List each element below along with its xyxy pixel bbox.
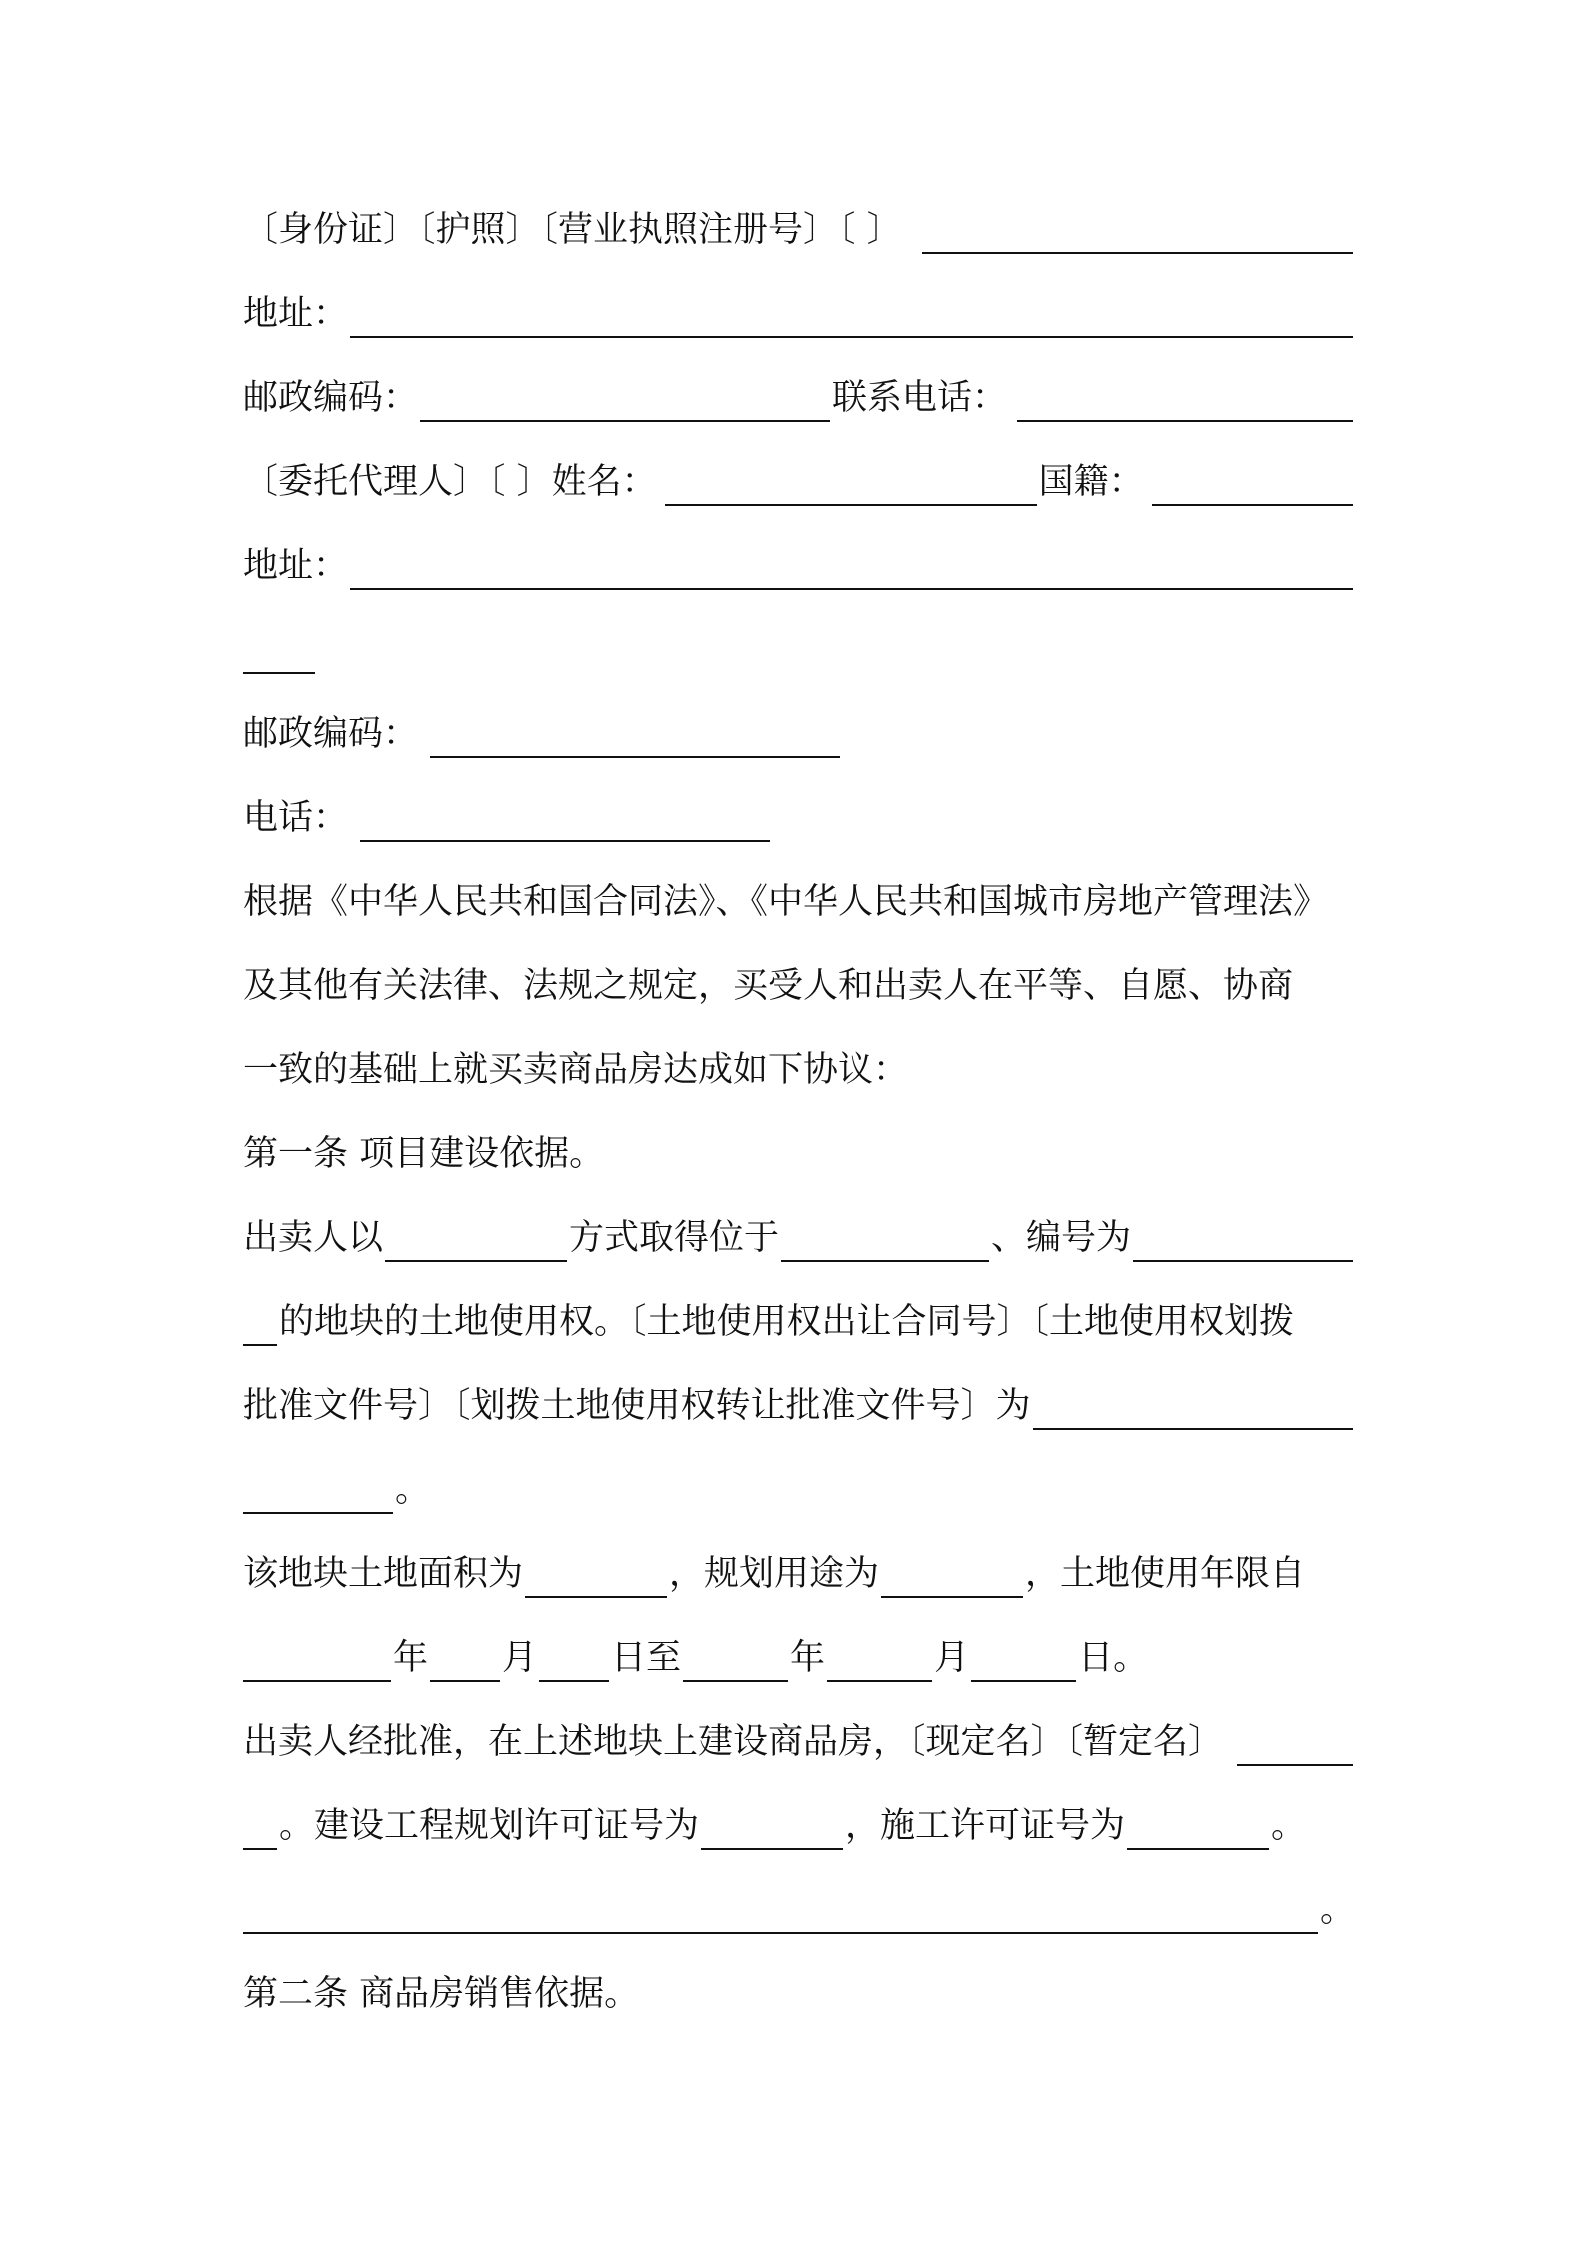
agent-address-label: 地址： (243, 546, 349, 586)
end-month-blank[interactable] (827, 1640, 932, 1682)
project-name-blank[interactable] (1237, 1724, 1353, 1766)
project-name-continued-blank[interactable] (243, 1808, 277, 1850)
preamble-line-2 (243, 962, 1355, 1010)
start-year-label: 年 (393, 1638, 429, 1678)
start-day-blank[interactable] (539, 1640, 609, 1682)
land-use-right-line (243, 1298, 1355, 1346)
preamble-text-1: 根据《中华人民共和国合同法》、《中华人民共和国城市房地产管理法》 (243, 882, 1329, 922)
address-label: 地址： (243, 294, 349, 334)
end-year-blank[interactable] (683, 1640, 788, 1682)
land-area-text-b: ，规划用途为 (669, 1554, 880, 1594)
nationality-label: 国籍： (1038, 462, 1144, 502)
land-area-text-a: 该地块土地面积为 (243, 1554, 524, 1594)
remarks-blank[interactable] (243, 1892, 1318, 1934)
permits-period: 。 (1271, 1806, 1307, 1846)
agent-postcode-label: 邮政编码： (243, 714, 419, 754)
remarks-period: 。 (1319, 1890, 1355, 1930)
agent-postcode-blank[interactable] (430, 716, 840, 758)
article-1-title: 第一条 项目建设依据。 (243, 1134, 605, 1174)
preamble-line-1 (243, 878, 1355, 926)
preamble-text-2: 及其他有关法律、法规之规定，买受人和出卖人在平等、自愿、协商 (243, 966, 1294, 1006)
project-name-text: 出卖人经批准，在上述地块上建设商品房，〔现定名〕〔暂定名〕 (243, 1722, 1224, 1762)
agent-address-blank[interactable] (350, 548, 1353, 590)
land-acquisition-line (243, 1214, 1355, 1262)
address-line (243, 290, 1355, 338)
approval-doc-text: 批准文件号〕〔划拨土地使用权转让批准文件号〕为 (243, 1386, 1031, 1426)
land-number-blank[interactable] (1133, 1220, 1353, 1262)
start-month-blank[interactable] (430, 1640, 500, 1682)
project-name-line (243, 1718, 1355, 1766)
land-acquisition-text-c: 、编号为 (991, 1218, 1132, 1258)
permits-text-a: 。建设工程规划许可证号为 (279, 1806, 700, 1846)
end-day-blank[interactable] (971, 1640, 1076, 1682)
land-area-blank[interactable] (525, 1556, 667, 1598)
article-2-title: 第二条 商品房销售依据。 (243, 1974, 640, 2014)
preamble-line-3 (243, 1046, 1355, 1094)
end-day-label: 日。 (1078, 1638, 1149, 1678)
permits-line (243, 1802, 1355, 1850)
permits-text-b: ，施工许可证号为 (845, 1806, 1126, 1846)
construction-permit-blank[interactable] (1127, 1808, 1269, 1850)
land-use-right-text: 的地块的土地使用权。〔土地使用权出让合同号〕〔土地使用权划拨 (279, 1302, 1295, 1342)
id-type-line (243, 206, 1355, 254)
address-blank[interactable] (350, 296, 1353, 338)
article-1-heading (243, 1130, 1355, 1178)
approval-doc-continued-line (243, 1466, 1355, 1514)
agent-address-continued-blank[interactable] (243, 632, 315, 674)
remarks-line (243, 1886, 1355, 1934)
postcode-phone-line (243, 374, 1355, 422)
acquisition-method-blank[interactable] (385, 1220, 567, 1262)
agent-line (243, 458, 1355, 506)
planning-permit-blank[interactable] (701, 1808, 843, 1850)
postcode-label: 邮政编码： (243, 378, 419, 418)
agent-name-label: 〔委托代理人〕〔 〕姓名： (243, 462, 657, 502)
approval-doc-continued-blank[interactable] (243, 1472, 393, 1514)
agent-phone-blank[interactable] (360, 800, 770, 842)
agent-address-line (243, 542, 1355, 590)
agent-address-continued-line (243, 626, 1355, 674)
start-day-label: 日至 (611, 1638, 682, 1678)
agent-phone-line (243, 794, 1355, 842)
nationality-blank[interactable] (1152, 464, 1353, 506)
end-year-label: 年 (790, 1638, 826, 1678)
agent-phone-label: 电话： (243, 798, 349, 838)
land-number-continued-blank[interactable] (243, 1304, 277, 1346)
phone-label: 联系电话： (832, 378, 1008, 418)
land-area-line (243, 1550, 1355, 1598)
phone-blank[interactable] (1017, 380, 1353, 422)
start-month-label: 月 (502, 1638, 538, 1678)
preamble-text-3: 一致的基础上就买卖商品房达成如下协议： (243, 1050, 909, 1090)
start-year-blank[interactable] (243, 1640, 391, 1682)
approval-doc-number-blank[interactable] (1033, 1388, 1353, 1430)
id-type-label: 〔身份证〕〔护照〕〔营业执照注册号〕〔 〕 (243, 210, 902, 250)
agent-name-blank[interactable] (665, 464, 1037, 506)
end-month-label: 月 (934, 1638, 970, 1678)
land-location-blank[interactable] (781, 1220, 989, 1262)
article-2-heading (243, 1970, 1355, 2018)
id-number-blank[interactable] (922, 212, 1353, 254)
approval-doc-line (243, 1382, 1355, 1430)
land-acquisition-text-b: 方式取得位于 (569, 1218, 780, 1258)
land-term-line (243, 1634, 1355, 1682)
planned-use-blank[interactable] (881, 1556, 1023, 1598)
land-acquisition-text-a: 出卖人以 (243, 1218, 384, 1258)
approval-doc-period: 。 (395, 1470, 431, 1510)
land-area-text-c: ，土地使用年限自 (1025, 1554, 1306, 1594)
agent-postcode-line (243, 710, 1355, 758)
postcode-blank[interactable] (420, 380, 830, 422)
